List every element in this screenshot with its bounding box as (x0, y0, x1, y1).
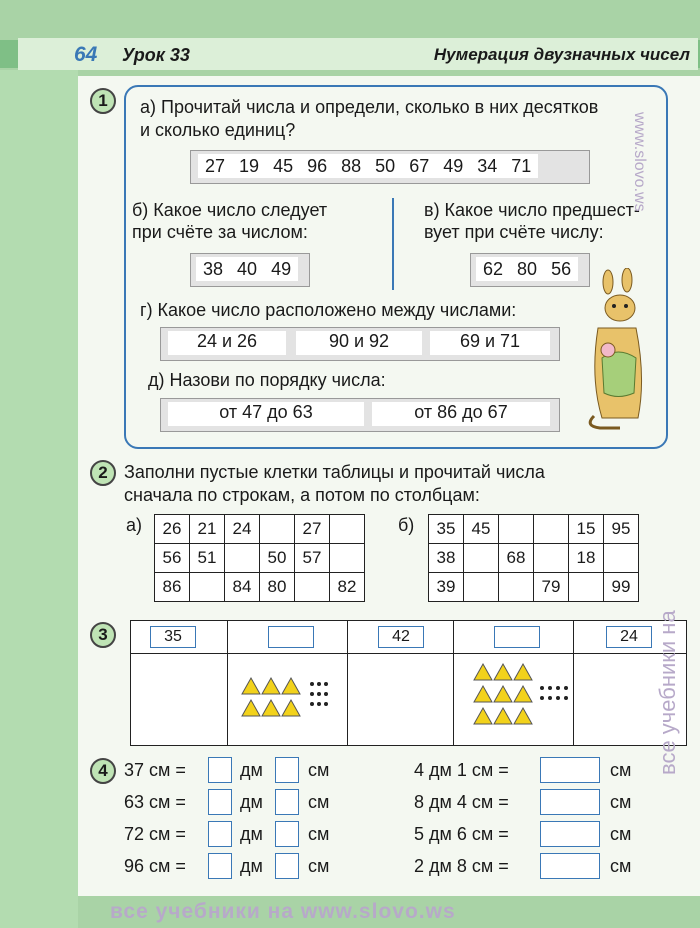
task1-v-line1: в) Какое число предшест- (424, 200, 640, 220)
task1-number-row (198, 154, 538, 178)
g-pair-1: 24 и 26 (168, 331, 286, 355)
table-cell: 86 (155, 573, 190, 602)
strip-col-line (573, 621, 574, 745)
strip-box-5: 24 (606, 626, 652, 648)
right-row-2: 8 дм 4 см = (414, 792, 509, 812)
empty-cell[interactable] (534, 515, 569, 544)
topic-title: Нумерация двузначных чисел (433, 45, 690, 64)
unit-dm: дм (240, 792, 263, 812)
strip-col-line (347, 621, 348, 745)
task1-a-line2: и сколько единиц? (140, 120, 296, 140)
strip-box-3: 42 (378, 626, 424, 648)
cm-total-input-3[interactable] (540, 821, 600, 847)
lesson-title: Урок 33 (122, 45, 190, 65)
divider-line (392, 198, 394, 290)
task4-number: 4 (90, 758, 116, 784)
table-cell: 57 (295, 544, 330, 573)
empty-cell[interactable] (295, 573, 330, 602)
triangles-group-2 (470, 660, 570, 730)
task3-number: 3 (90, 622, 116, 648)
table-cell: 99 (604, 573, 639, 602)
cm-input-1[interactable] (275, 757, 299, 783)
footer-watermark: все учебники на www.slovo.ws (110, 900, 456, 923)
number-chip-2: 19 (239, 155, 260, 176)
v-number-1: 62 (483, 258, 504, 279)
number-chip-5: 88 (341, 155, 362, 176)
number-chip-8: 49 (443, 155, 464, 176)
task2-number: 2 (90, 460, 116, 486)
cm-total-input-1[interactable] (540, 757, 600, 783)
task1-d-line: д) Назови по порядку числа: (148, 370, 386, 390)
unit-cm: см (308, 824, 330, 844)
table-cell: 18 (569, 544, 604, 573)
number-chip-3: 45 (273, 155, 294, 176)
cm-input-3[interactable] (275, 821, 299, 847)
table-row (155, 544, 365, 573)
table-row (429, 544, 639, 573)
empty-cell[interactable] (225, 544, 260, 573)
empty-cell[interactable] (330, 515, 365, 544)
strip-box-2[interactable] (268, 626, 314, 648)
table-cell: 84 (225, 573, 260, 602)
unit-cm: см (308, 856, 330, 876)
top-watermark: www.slovo.ws (631, 112, 648, 212)
dm-input-3[interactable] (208, 821, 232, 847)
b-number-2: 40 (237, 258, 258, 279)
empty-cell[interactable] (499, 515, 534, 544)
right-row-4: 2 дм 8 см = (414, 856, 509, 876)
unit-cm: см (308, 760, 330, 780)
table-cell: 38 (429, 544, 464, 573)
b-number-1: 38 (203, 258, 224, 279)
cm-total-input-4[interactable] (540, 853, 600, 879)
dm-input-2[interactable] (208, 789, 232, 815)
g-pair-2: 90 и 92 (296, 331, 422, 355)
side-watermark: все учебники на (655, 610, 680, 775)
table-cell: 26 (155, 515, 190, 544)
empty-cell[interactable] (569, 573, 604, 602)
left-row-1: 37 см = (124, 760, 186, 780)
empty-cell[interactable] (330, 544, 365, 573)
table-cell: 79 (534, 573, 569, 602)
empty-cell[interactable] (534, 544, 569, 573)
number-chip-6: 50 (375, 155, 396, 176)
table-row (155, 573, 365, 602)
strip-col-line (453, 621, 454, 745)
right-row-3: 5 дм 6 см = (414, 824, 509, 844)
task2-line1: Заполни пустые клетки таблицы и прочитай числа (124, 462, 545, 482)
table-cell: 51 (190, 544, 225, 573)
number-chip-4: 96 (307, 155, 328, 176)
table-cell: 39 (429, 573, 464, 602)
table-row (429, 573, 639, 602)
number-table-a (154, 514, 365, 602)
v-number-2: 80 (517, 258, 538, 279)
v-number-3: 56 (551, 258, 572, 279)
b-number-3: 49 (271, 258, 292, 279)
left-margin (0, 70, 78, 928)
strip-box-1: 35 (150, 626, 196, 648)
strip-box-4[interactable] (494, 626, 540, 648)
unit-cm-right: см (610, 824, 632, 844)
empty-cell[interactable] (604, 544, 639, 573)
dm-input-4[interactable] (208, 853, 232, 879)
task1-b-line1: б) Какое число следует (132, 200, 328, 220)
kangaroo-illustration (580, 268, 660, 438)
left-row-2: 63 см = (124, 792, 186, 812)
page-number: 64 (74, 43, 98, 66)
unit-cm-right: см (610, 792, 632, 812)
task1-number: 1 (90, 88, 116, 114)
table-cell: 24 (225, 515, 260, 544)
table-cell: 35 (429, 515, 464, 544)
right-row-1: 4 дм 1 см = (414, 760, 509, 780)
table-cell: 15 (569, 515, 604, 544)
table-cell: 56 (155, 544, 190, 573)
d-range-1: от 47 до 63 (168, 402, 364, 426)
unit-cm-right: см (610, 760, 632, 780)
table-row (429, 515, 639, 544)
number-chip-9: 34 (477, 155, 498, 176)
number-chip-1: 27 (205, 155, 226, 176)
left-row-4: 96 см = (124, 856, 186, 876)
d-range-2: от 86 до 67 (372, 402, 550, 426)
strip-divider (131, 653, 686, 654)
empty-cell[interactable] (260, 515, 295, 544)
task2-label-b: б) (398, 515, 415, 535)
unit-dm: дм (240, 760, 263, 780)
task2-label-a: а) (126, 515, 143, 535)
task1-g-line: г) Какое число расположено между числами: (140, 300, 517, 320)
unit-cm-right: см (610, 856, 632, 876)
cm-input-4[interactable] (275, 853, 299, 879)
table-cell: 68 (499, 544, 534, 573)
table-cell: 82 (330, 573, 365, 602)
task1-b-numbers (196, 257, 298, 281)
left-row-3: 72 см = (124, 824, 186, 844)
empty-cell[interactable] (499, 573, 534, 602)
number-chip-7: 67 (409, 155, 430, 176)
empty-cell[interactable] (464, 573, 499, 602)
g-pair-3: 69 и 71 (430, 331, 550, 355)
task2-line2: сначала по строкам, а потом по столбцам: (124, 485, 480, 505)
table-cell: 45 (464, 515, 499, 544)
unit-cm: см (308, 792, 330, 812)
unit-dm: дм (240, 824, 263, 844)
empty-cell[interactable] (464, 544, 499, 573)
table-row (155, 515, 365, 544)
strip-col-line (227, 621, 228, 745)
task1-v-numbers (476, 257, 578, 281)
number-chip-10: 71 (511, 155, 532, 176)
task1-b-line2: при счёте за числом: (132, 222, 308, 242)
table-cell: 27 (295, 515, 330, 544)
empty-cell[interactable] (190, 573, 225, 602)
task1-v-line2: вует при счёте числу: (424, 222, 604, 242)
table-cell: 95 (604, 515, 639, 544)
dm-input-1[interactable] (208, 757, 232, 783)
task1-a-line1: а) Прочитай числа и определи, сколько в них десятков (140, 97, 599, 117)
table-cell: 21 (190, 515, 225, 544)
table-cell: 50 (260, 544, 295, 573)
triangles-group-1 (238, 674, 338, 724)
cm-input-2[interactable] (275, 789, 299, 815)
table-cell: 80 (260, 573, 295, 602)
number-table-b (428, 514, 639, 602)
cm-total-input-2[interactable] (540, 789, 600, 815)
unit-dm: дм (240, 856, 263, 876)
